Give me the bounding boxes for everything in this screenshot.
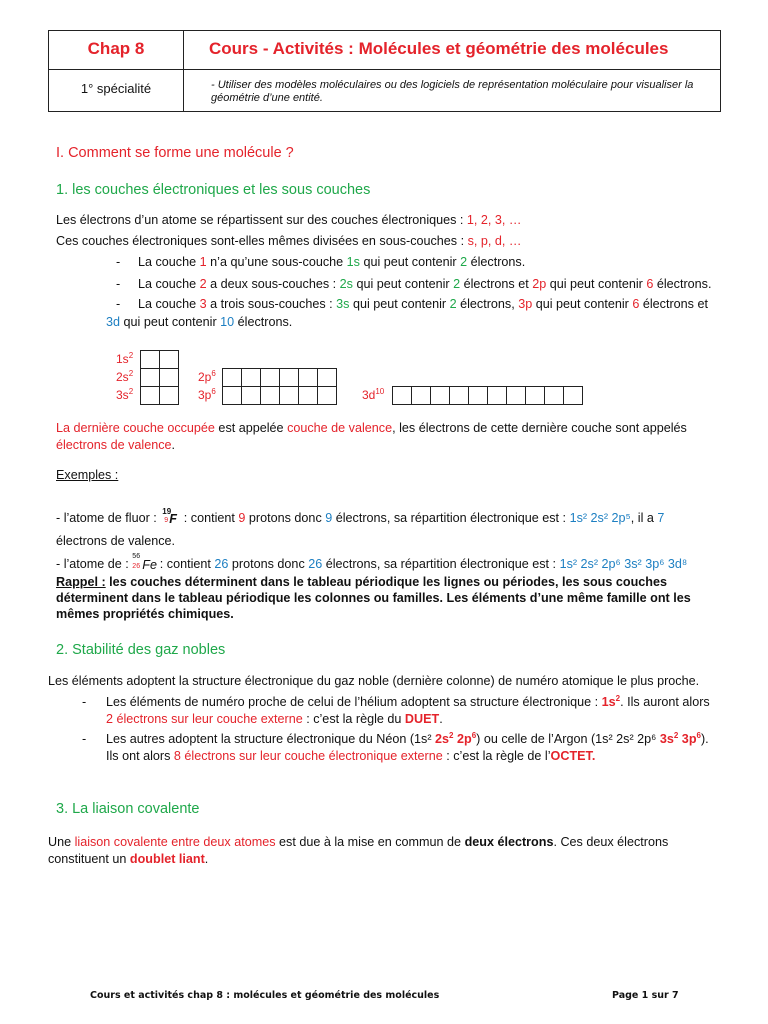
- example-fluor: - l’atome de fluor : 19 9 F : contient 9 protons donc 9 électrons, sa répartition électronique est : 1s² 2s² 2p⁵, il a 7: [56, 506, 665, 526]
- section-1-title: I. Comment se forme une molécule ?: [56, 145, 294, 161]
- orbital-boxes-s: [140, 350, 179, 405]
- bullet-shell-1: La couche 1 n’a qu’une sous-couche 1s qui peut contenir 2 électrons.: [138, 255, 526, 269]
- bullet-marker: -: [116, 297, 121, 311]
- valence-paragraph: La dernière couche occupée est appelée couche de valence, les électrons de cette dernière couche sont appelés électrons de valence.: [56, 421, 687, 452]
- orbital-label-1s: $1s^2$: [116, 351, 134, 366]
- chapter-label: Chap 8: [87, 39, 145, 58]
- bullet-shell-3: La couche 3 a trois sous-couches : 3s qui peut contenir 2 électrons, 3p qui peut contenir 6 électrons et: [138, 297, 708, 311]
- examples-title: Exemples :: [56, 468, 119, 482]
- page-number: Page 1 sur 7: [612, 990, 679, 1001]
- orbital-box: [141, 351, 160, 369]
- subsection-3-title: 3. La liaison covalente: [56, 801, 200, 817]
- isotope-symbol-f: 19 9 F: [162, 506, 177, 526]
- bullet-shell-2: La couche 2 a deux sous-couches : 2s qui peut contenir 2 électrons et 2p qui peut contenir 6 électrons.: [138, 277, 712, 291]
- header-table: [48, 30, 721, 112]
- orbital-box: [141, 387, 160, 405]
- subsection-1-title: 1. les couches électroniques et les sous couches: [56, 182, 371, 198]
- orbital-box: [160, 387, 179, 405]
- orbital-label-3d: $3d^{10}$: [362, 387, 385, 402]
- orbital-box: [160, 351, 179, 369]
- orbital-label-3s: $3s^2$: [116, 387, 134, 402]
- header-divider-horizontal: [49, 69, 720, 70]
- paragraph-subshells: Ces couches électroniques sont-elles mêmes divisées en sous-couches : s, p, d, …: [56, 234, 522, 248]
- bullet-octet: Les autres adoptent la structure électronique du Néon (1s² $2s^2$ $2p^6$) ou celle de l’Argon (1s² 2s² 2p⁶ $3s^2$ $3p^6$). Ils ont alors 8 électrons sur leur couche électronique externe : c’est la règle de l’OCTET.: [106, 730, 709, 763]
- header-divider-vertical: [183, 31, 184, 111]
- rappel-note: Rappel : les couches déterminent dans le tableau périodique les lignes ou périodes, les sous couches déterminent dans le tableau périodique les colonnes ou familles. Les éléments d’une même famille ont les mêmes propriétés chimiques.: [56, 575, 691, 621]
- orbital-label-2s: $2s^2$: [116, 369, 134, 384]
- footer-title: Cours et activités chap 8 : molécules et géométrie des molécules: [90, 990, 440, 1001]
- paragraph-shells: Les électrons d’un atome se répartissent sur des couches électroniques : 1, 2, 3, …: [56, 213, 522, 227]
- objective-text: - Utiliser des modèles moléculaires ou des logiciels de représentation moléculaire pour visualiser la géométrie d’une entité.: [211, 79, 694, 104]
- covalent-paragraph: Une liaison covalente entre deux atomes est due à la mise en commun de deux électrons. Ces deux électrons constituent un doublet liant.: [48, 835, 669, 866]
- bullet-marker: -: [82, 732, 87, 746]
- bullet-marker: -: [116, 255, 121, 269]
- noble-gas-paragraph: Les éléments adoptent la structure électronique du gaz noble (dernière colonne) de numéro atomique le plus proche.: [48, 674, 700, 688]
- orbital-boxes-d: [392, 386, 583, 405]
- bullet-duet: Les éléments de numéro proche de celui de l’hélium adoptent sa structure électronique : $1s^2$. Ils auront alors 2 électrons sur leur couche externe : c’est la règle du DUET.: [106, 693, 710, 726]
- orbital-box: [141, 369, 160, 387]
- example-fluor-continued: électrons de valence.: [56, 534, 176, 548]
- bullet-shell-3-continued: 3d qui peut contenir 10 électrons.: [106, 315, 293, 329]
- bullet-marker: -: [82, 695, 87, 709]
- isotope-symbol-fe: 56 26 Fe: [132, 552, 157, 572]
- orbital-box: [160, 369, 179, 387]
- subsection-2-title: 2. Stabilité des gaz nobles: [56, 642, 226, 658]
- bullet-marker: -: [116, 277, 121, 291]
- orbital-label-3p: $3p^6$: [198, 387, 216, 402]
- page-title: Cours - Activités : Molécules et géométrie des molécules: [209, 39, 669, 58]
- orbital-boxes-p: [222, 368, 337, 405]
- level-label: 1° spécialité: [80, 81, 152, 96]
- example-iron: - l’atome de : 56 26 Fe : contient 26 protons donc 26 électrons, sa répartition électronique est : 1s² 2s² 2p⁶ 3s² 3p⁶ 3d⁸: [56, 552, 688, 572]
- orbital-label-2p: $2p^6$: [198, 369, 216, 384]
